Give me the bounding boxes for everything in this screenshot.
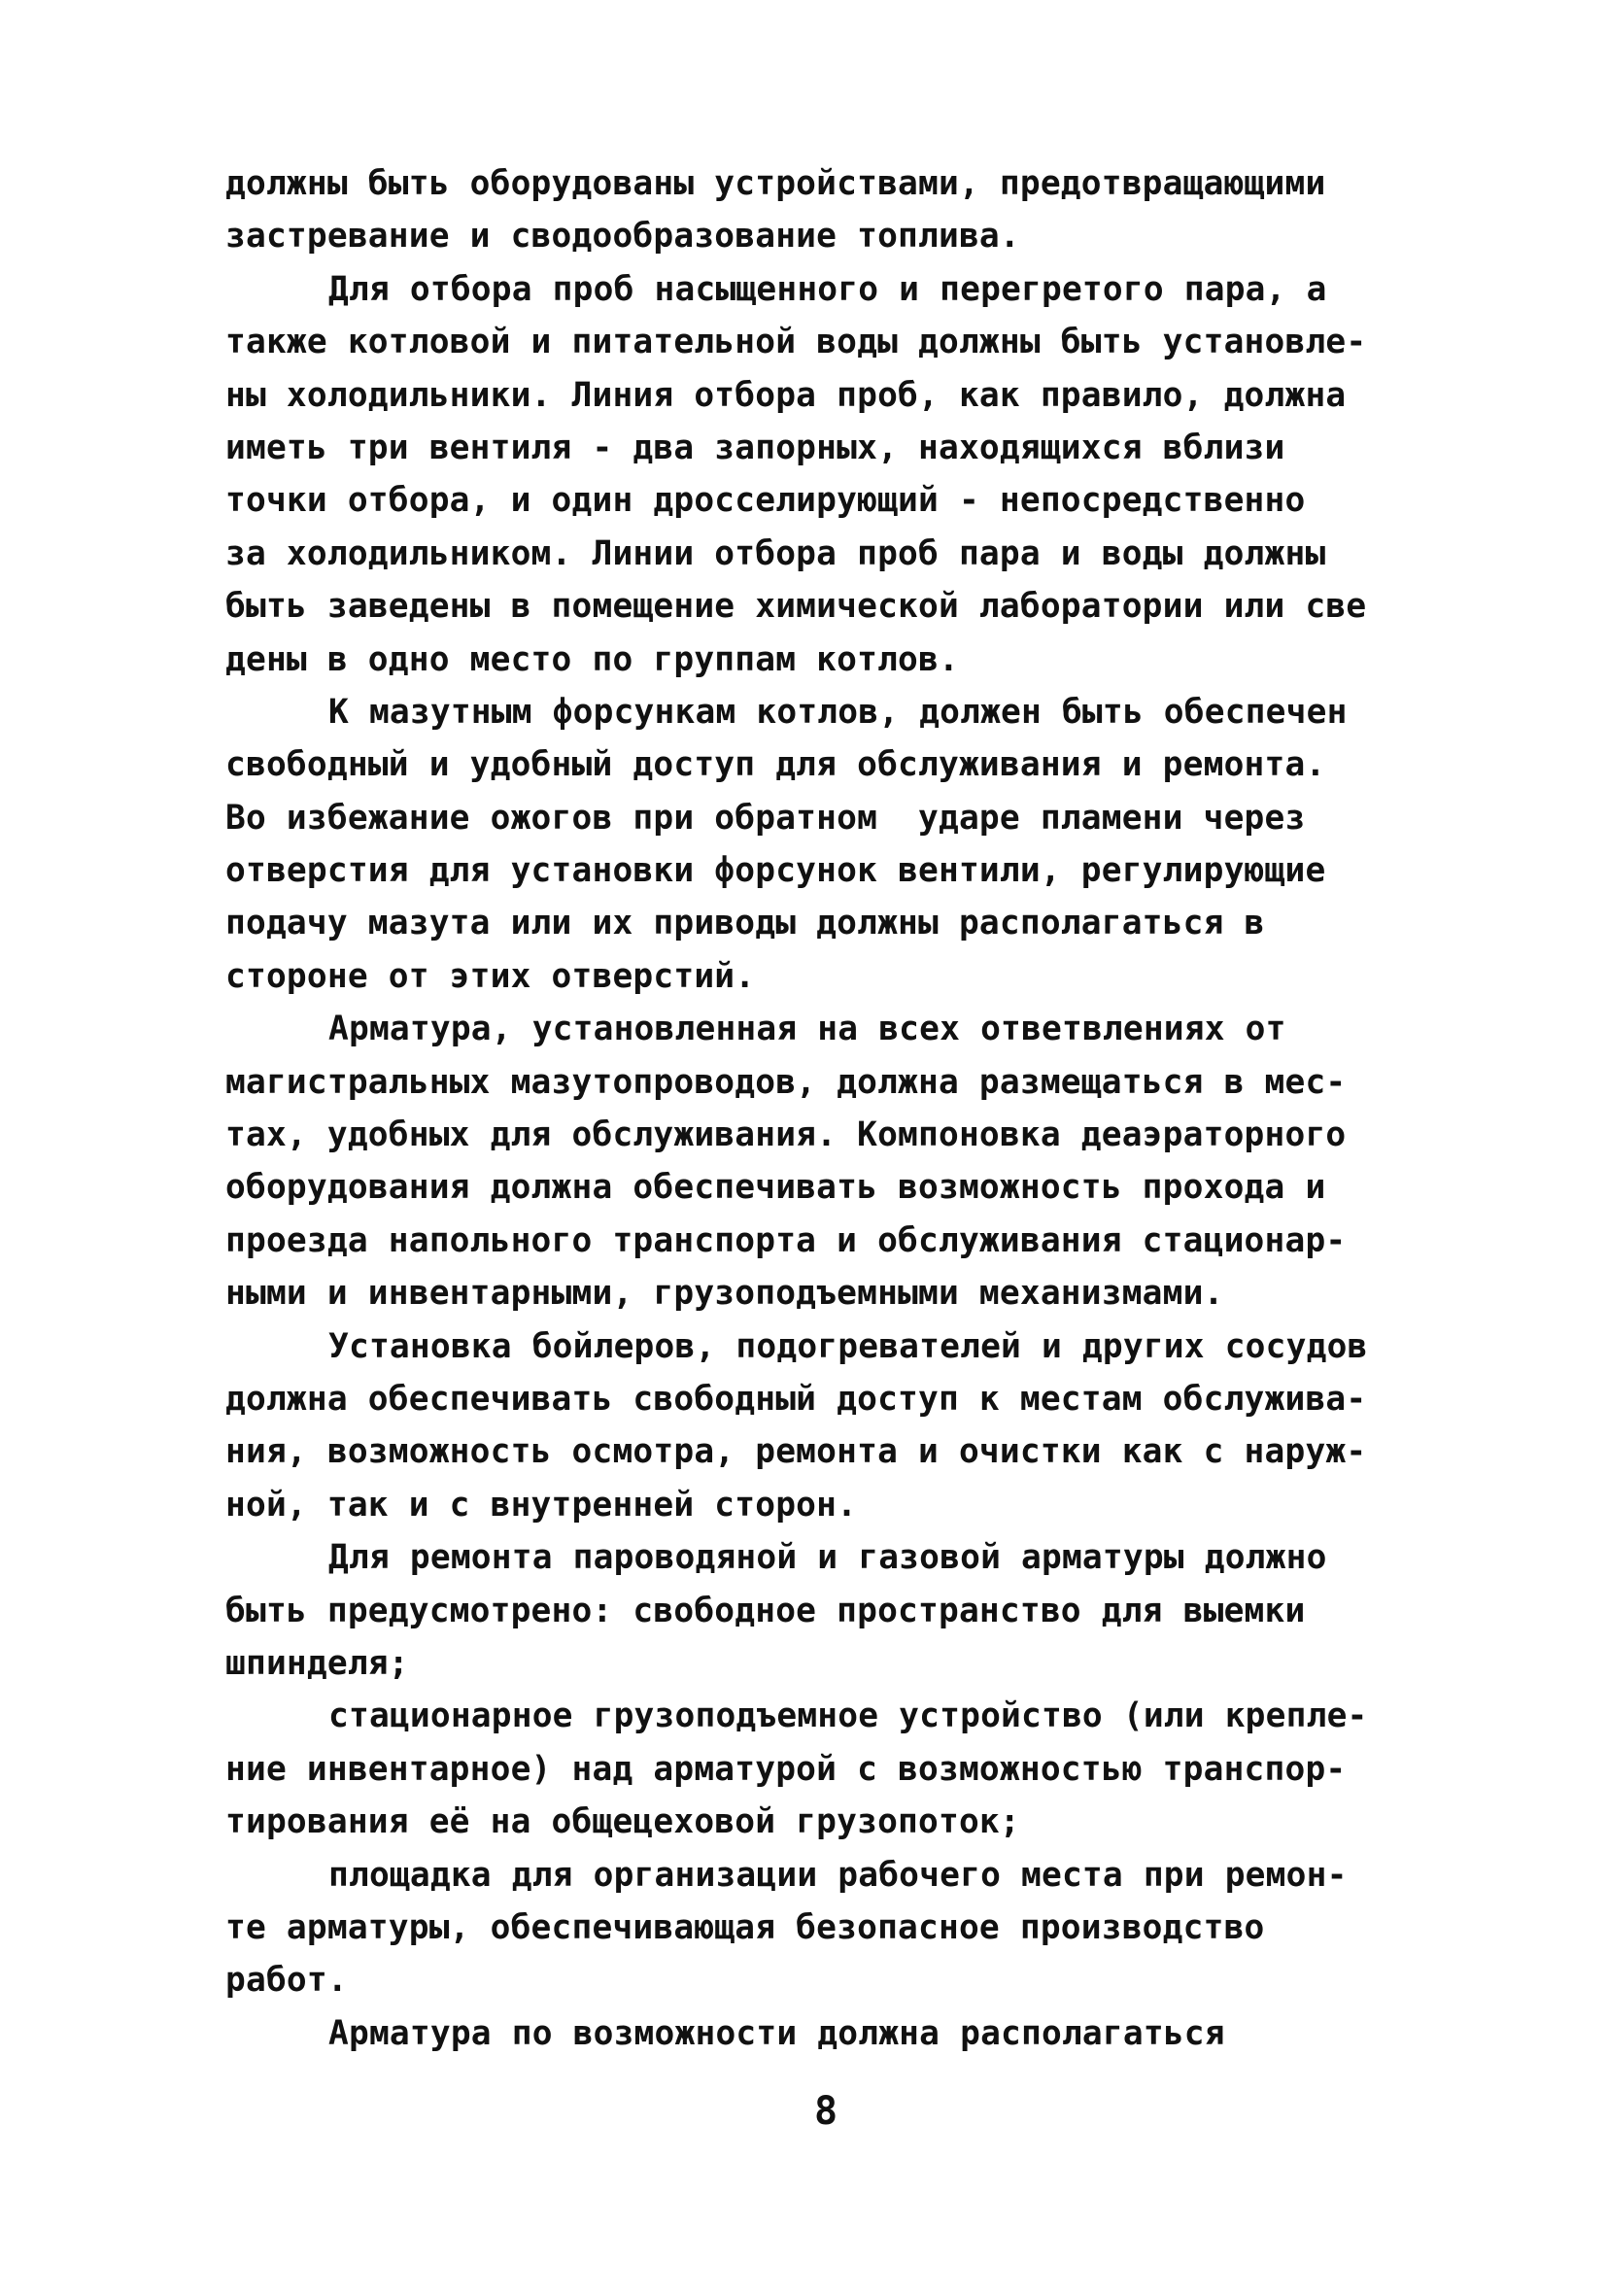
text-line: должна обеспечивать свободный доступ к местам обслужива- bbox=[225, 1379, 1367, 1419]
text-line: дены в одно место по группам котлов. bbox=[225, 639, 959, 679]
text-line: свободный и удобный доступ для обслуживания и ремонта. bbox=[225, 745, 1326, 785]
text-line: ными и инвентарными, грузоподъемными механизмами. bbox=[225, 1274, 1224, 1314]
text-line: магистральных мазутопроводов, должна размещаться в мес- bbox=[225, 1062, 1347, 1102]
text-line: стационарное грузоподъемное устройство (или крепле- bbox=[328, 1696, 1368, 1736]
text-line: иметь три вентиля - два запорных, находящихся вблизи bbox=[225, 428, 1285, 467]
text-line: подачу мазута или их приводы должны располагаться в bbox=[225, 904, 1265, 943]
text-line: тах, удобных для обслуживания. Компоновка деаэраторного bbox=[225, 1115, 1347, 1155]
text-line: должны быть оборудованы устройствами, предотвращающими bbox=[225, 164, 1326, 203]
text-line: те арматуры, обеспечивающая безопасное производство bbox=[225, 1907, 1265, 1947]
text-line: ной, так и с внутренней сторон. bbox=[225, 1485, 858, 1525]
text-line: Во избежание ожогов при обратном ударе пламени через bbox=[225, 798, 1306, 838]
text-line: отверстия для установки форсунок вентили, регулирующие bbox=[225, 851, 1326, 891]
text-line: Для отбора проб насыщенного и перегретого пара, а bbox=[328, 269, 1327, 309]
text-line: площадка для организации рабочего места при ремон- bbox=[328, 1855, 1348, 1895]
text-line: проезда напольного транспорта и обслуживания стационар- bbox=[225, 1220, 1347, 1260]
text-line: точки отбора, и один дросселирующий - непосредственно bbox=[225, 481, 1306, 521]
page-number: 8 bbox=[813, 2089, 838, 2134]
text-line: Арматура по возможности должна располагаться bbox=[328, 2013, 1225, 2053]
text-line: оборудования должна обеспечивать возможность прохода и bbox=[225, 1168, 1326, 1208]
text-line: за холодильником. Линии отбора проб пара и воды должны bbox=[225, 533, 1326, 573]
text-line: К мазутным форсункам котлов, должен быть обеспечен bbox=[328, 692, 1348, 732]
text-line: Арматура, установленная на всех ответвлениях от bbox=[328, 1010, 1286, 1049]
text-line: Установка бойлеров, подогревателей и других сосудов bbox=[328, 1326, 1368, 1366]
text-line: быть предусмотрено: свободное пространство для выемки bbox=[225, 1591, 1306, 1630]
text-line: также котловой и питательной воды должны быть установле- bbox=[225, 323, 1367, 362]
text-line: стороне от этих отверстий. bbox=[225, 956, 756, 996]
text-line: ны холодильники. Линия отбора проб, как правило, должна bbox=[225, 375, 1347, 415]
body-text bbox=[225, 157, 1450, 2060]
text-line: Для ремонта пароводяной и газовой арматуры должно bbox=[328, 1538, 1327, 1578]
text-line: шпинделя; bbox=[225, 1643, 409, 1683]
text-line: работ. bbox=[225, 1961, 348, 2001]
text-line: быть заведены в помещение химической лаборатории или све bbox=[225, 587, 1367, 627]
text-line: ния, возможность осмотра, ремонта и очистки как с наруж- bbox=[225, 1432, 1367, 1472]
text-line: ние инвентарное) над арматурой с возможностью транспор- bbox=[225, 1749, 1347, 1789]
text-line: тирования её на общецеховой грузопоток; bbox=[225, 1802, 1020, 1842]
text-line: застревание и сводообразование топлива. bbox=[225, 217, 1020, 257]
